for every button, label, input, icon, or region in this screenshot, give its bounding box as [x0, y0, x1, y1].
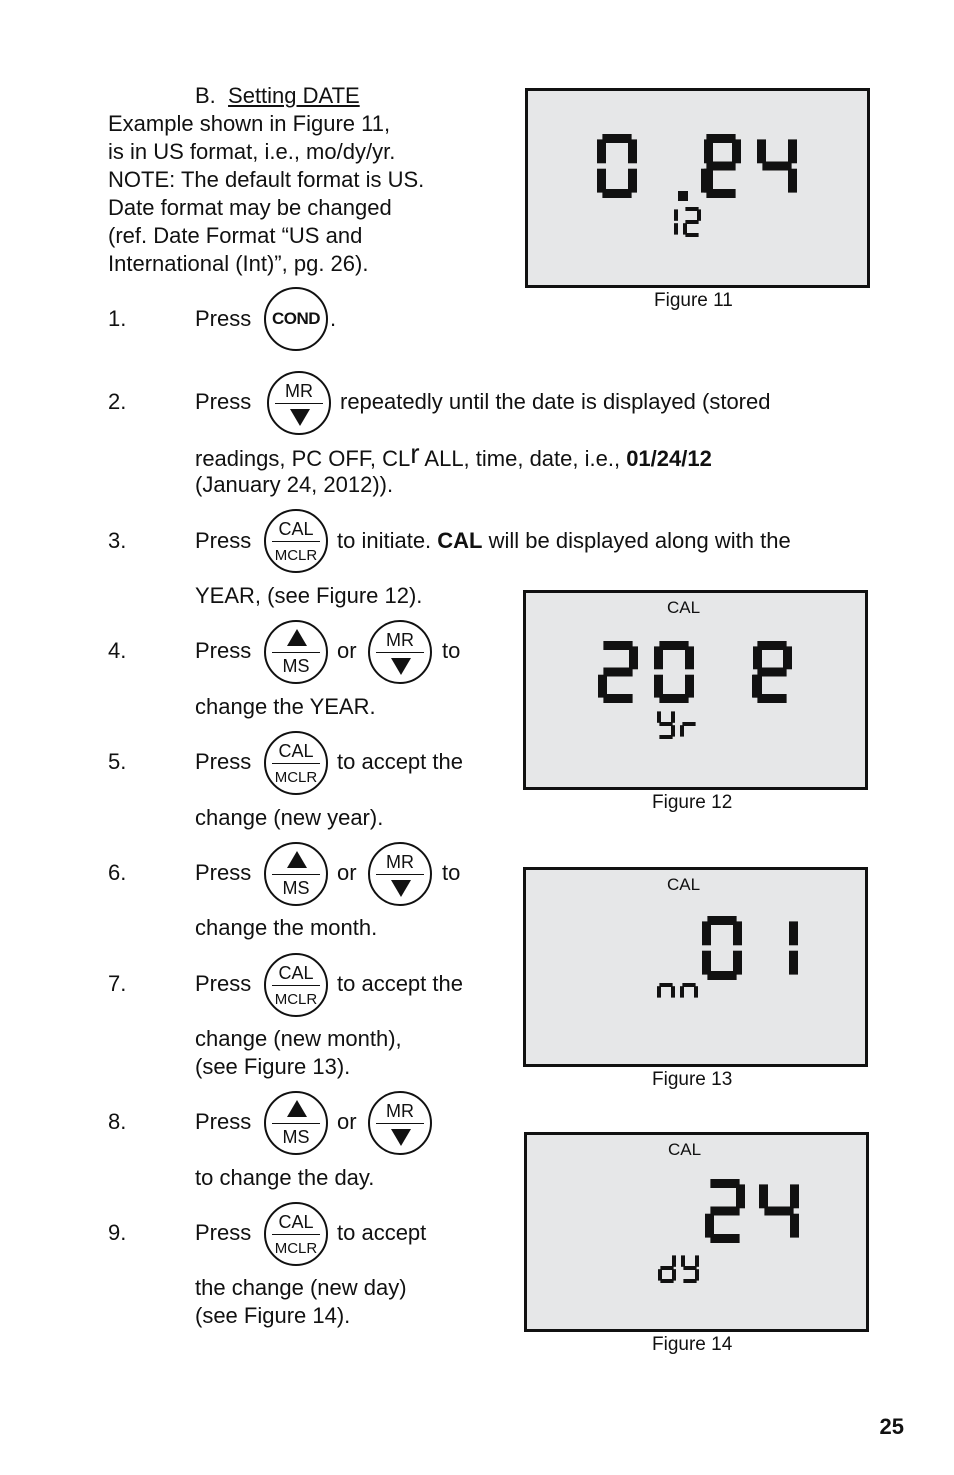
- lcd-segment: [790, 1184, 799, 1208]
- cal-mclr-button-icon: CAL MCLR: [264, 953, 328, 1017]
- step-7-line-2: change (new month),: [195, 1026, 402, 1051]
- step-2-after: repeatedly until the date is displayed (stored: [340, 389, 771, 414]
- step-2-number: 2.: [108, 389, 127, 414]
- step-5-line-2: change (new year).: [195, 805, 384, 830]
- lcd-sub-digit: [658, 1255, 676, 1283]
- lcd-segment: [757, 641, 786, 650]
- lcd-segment: [660, 1279, 673, 1283]
- lcd-digit: [597, 134, 637, 198]
- lcd-segment: [602, 134, 631, 143]
- lcd-sub-digit: [681, 1255, 699, 1283]
- ms-up-button-icon: [264, 620, 328, 684]
- mr-down-button-icon: MR: [368, 842, 432, 906]
- lcd-digit: [654, 641, 694, 703]
- lcd-segment: [659, 641, 688, 650]
- lcd-segment: [702, 921, 711, 945]
- lcd-display-figure-13: [523, 867, 868, 1067]
- intro-line-4: Date format may be changed: [108, 195, 392, 220]
- lcd-segment: [603, 668, 632, 677]
- lcd-segment: [695, 1269, 699, 1280]
- mr-label: MR: [285, 381, 313, 401]
- lcd-segment: [683, 1279, 696, 1283]
- lcd-segment: [598, 675, 607, 698]
- lcd-segment: [707, 916, 736, 925]
- ms-up-button-icon: MS: [264, 1091, 328, 1155]
- lcd-sub-digit: [674, 209, 678, 234]
- step-3-press: Press: [195, 528, 252, 553]
- lcd-segment: [702, 951, 711, 975]
- section-letter: B.: [195, 83, 216, 108]
- lcd-segment: [759, 1184, 768, 1208]
- step-4-or: or: [337, 638, 357, 663]
- lcd-segment: [659, 722, 672, 726]
- up-arrow-icon: [287, 629, 307, 646]
- step-8-number: 8.: [108, 1109, 127, 1134]
- lcd-segment: [762, 162, 791, 171]
- lcd-segment: [683, 1266, 696, 1270]
- lcd-readout: [528, 91, 867, 285]
- lcd-segment: [757, 694, 786, 703]
- lcd-segment: [628, 139, 637, 163]
- lcd-segment: [790, 1214, 799, 1238]
- lcd-segment: [685, 207, 698, 211]
- step-9-after: to accept: [337, 1220, 427, 1245]
- lcd-segment: [659, 983, 672, 987]
- figure-12-caption: Figure 12: [652, 792, 733, 813]
- step-2-line-2: readings, PC OFF, CLr ALL, time, date, i.e., 01/24/12: [195, 438, 712, 471]
- lcd-segment: [685, 220, 698, 224]
- step-1-press: Press: [195, 306, 252, 331]
- lcd-segment: [764, 1207, 793, 1216]
- step-7-press: Press: [195, 971, 252, 996]
- cal-mclr-button-icon: CAL MCLR: [264, 1202, 328, 1266]
- lcd-segment: [685, 233, 698, 237]
- lcd-segment: [683, 223, 687, 234]
- lcd-segment: [732, 139, 741, 163]
- lcd-digit: [789, 921, 798, 974]
- lcd-segment: [789, 921, 798, 945]
- lcd-sub-digit: [657, 983, 675, 998]
- step-2-press: Press: [195, 389, 252, 414]
- step-6-press: Press: [195, 860, 252, 885]
- step-4-number: 4.: [108, 638, 127, 663]
- step-3-after: to initiate. CAL will be displayed along with the: [337, 528, 791, 553]
- lcd-segment: [680, 725, 684, 736]
- step-9-number: 9.: [108, 1220, 127, 1245]
- lcd-segment: [695, 1255, 699, 1266]
- lcd-segment: [710, 1207, 739, 1216]
- lcd-readout: [527, 1135, 866, 1329]
- lcd-segment: [660, 1266, 673, 1270]
- cal-indicator: CAL: [667, 598, 701, 617]
- lcd-segment: [682, 983, 695, 987]
- lcd-segment: [706, 189, 735, 198]
- lcd-segment: [629, 646, 638, 669]
- lcd-digit: [598, 641, 638, 703]
- mr-down-button-icon: [267, 371, 331, 435]
- page-number: 25: [879, 1414, 904, 1439]
- lcd-segment: [674, 223, 678, 234]
- step-8-press: Press: [195, 1109, 252, 1134]
- ms-up-button-icon: MS: [264, 842, 328, 906]
- step-5-press: Press: [195, 749, 252, 774]
- lcd-display-figure-11: [525, 88, 870, 288]
- lcd-segment: [674, 209, 678, 220]
- step-3-line-2: YEAR, (see Figure 12).: [195, 583, 423, 608]
- lcd-segment: [788, 169, 797, 193]
- lcd-readout: [526, 593, 865, 787]
- intro-line-2: is in US format, i.e., mo/dy/yr.: [108, 139, 396, 164]
- step-1-number: 1.: [108, 306, 127, 331]
- lcd-segment: [736, 1184, 745, 1208]
- figure-14-caption: Figure 14: [652, 1334, 733, 1355]
- lcd-segment: [707, 971, 736, 980]
- lcd-segment: [659, 735, 672, 739]
- step-7-line-3: (see Figure 13).: [195, 1054, 351, 1079]
- step-9-line-3: (see Figure 14).: [195, 1303, 351, 1328]
- lcd-segment: [685, 646, 694, 669]
- lcd-digit: [759, 1184, 799, 1237]
- lcd-segment: [789, 951, 798, 975]
- lcd-segment: [710, 1234, 739, 1243]
- lcd-sub-digit: [683, 207, 701, 237]
- step-4-press: Press: [195, 638, 252, 663]
- step-8-or: or: [337, 1109, 357, 1134]
- up-arrow-icon: [287, 851, 307, 868]
- lcd-sub-digit: [680, 722, 696, 737]
- cal-indicator: CAL: [668, 1140, 702, 1159]
- lcd-segment: [788, 139, 797, 163]
- section-title: Setting DATE: [228, 83, 360, 108]
- lcd-segment: [706, 134, 735, 143]
- intro-line-1: Example shown in Figure 11,: [108, 111, 391, 136]
- lcd-sub-digit: [657, 711, 675, 739]
- lcd-segment: [657, 711, 661, 722]
- mr-down-button-icon: MR: [368, 1091, 432, 1155]
- lcd-segment: [657, 986, 661, 997]
- ms-label: MS: [282, 656, 310, 676]
- cal-mclr-button-icon: CAL MCLR: [264, 731, 328, 795]
- intro-line-3: NOTE: The default format is US.: [108, 167, 425, 192]
- lcd-segment: [681, 1255, 685, 1266]
- lcd-segment: [597, 169, 606, 193]
- lcd-segment: [654, 646, 663, 669]
- step-4-line-2: change the YEAR.: [195, 694, 376, 719]
- mr-down-button-icon: MR: [368, 620, 432, 684]
- lcd-segment: [671, 711, 675, 722]
- lcd-segment: [757, 668, 786, 677]
- step-7-after: to accept the: [337, 971, 463, 996]
- lcd-segment: [682, 722, 695, 726]
- lcd-segment: [602, 189, 631, 198]
- down-arrow-icon: [391, 1129, 411, 1146]
- lcd-segment: [659, 694, 688, 703]
- step-1-after: .: [330, 306, 337, 331]
- down-arrow-icon: [391, 880, 411, 897]
- step-6-or: or: [337, 860, 357, 885]
- cond-label: COND: [271, 309, 321, 328]
- lcd-segment: [783, 646, 792, 669]
- figure-13-caption: Figure 13: [652, 1069, 733, 1090]
- lcd-segment: [597, 139, 606, 163]
- lcd-segment: [603, 694, 632, 703]
- step-5-number: 5.: [108, 749, 127, 774]
- cond-button-icon: [264, 287, 328, 351]
- step-6-to: to: [442, 860, 461, 885]
- lcd-segment: [701, 169, 710, 193]
- lcd-segment: [694, 986, 698, 997]
- lcd-digit: [757, 139, 797, 192]
- lcd-segment: [757, 139, 766, 163]
- mclr-label: MCLR: [274, 547, 318, 564]
- lcd-segment: [680, 986, 684, 997]
- step-6-line-2: change the month.: [195, 915, 378, 940]
- lcd-segment: [705, 1214, 714, 1238]
- step-2-line-3: (January 24, 2012)).: [195, 472, 394, 497]
- up-arrow-icon: [287, 1100, 307, 1117]
- step-6-number: 6.: [108, 860, 127, 885]
- down-arrow-icon: [290, 409, 310, 426]
- step-8-line-2: to change the day.: [195, 1165, 375, 1190]
- cal-indicator: CAL: [667, 875, 701, 894]
- step-9-press: Press: [195, 1220, 252, 1245]
- lcd-segment: [603, 641, 632, 650]
- lcd-decimal-point: [678, 191, 688, 201]
- lcd-segment: [752, 675, 761, 698]
- intro-line-5: (ref. Date Format “US and: [108, 223, 363, 248]
- intro-line-6: International (Int)”, pg. 26).: [108, 251, 369, 276]
- lcd-digit: [702, 916, 742, 980]
- lcd-segment: [658, 1269, 662, 1280]
- lcd-readout: [526, 870, 865, 1064]
- figure-11-caption: Figure 11: [654, 290, 733, 311]
- step-3-number: 3.: [108, 528, 127, 553]
- lcd-segment: [672, 1255, 676, 1266]
- section-label: [195, 82, 360, 110]
- cal-label: CAL: [278, 519, 314, 539]
- lcd-segment: [671, 725, 675, 736]
- lcd-segment: [654, 675, 663, 698]
- step-5-after: to accept the: [337, 749, 463, 774]
- step-7-number: 7.: [108, 971, 127, 996]
- down-arrow-icon: [391, 658, 411, 675]
- lcd-segment: [710, 1179, 739, 1188]
- lcd-display-figure-14: [524, 1132, 869, 1332]
- lcd-segment: [672, 1269, 676, 1280]
- cal-mclr-button-icon: [264, 509, 328, 573]
- lcd-segment: [671, 986, 675, 997]
- lcd-digit: [705, 1179, 745, 1243]
- lcd-sub-digit: [680, 983, 698, 998]
- step-4-to: to: [442, 638, 461, 663]
- lcd-segment: [706, 162, 735, 171]
- lcd-segment: [697, 209, 701, 220]
- lcd-display-figure-12: [523, 590, 868, 790]
- step-9-line-2: the change (new day): [195, 1275, 407, 1300]
- lcd-segment: [733, 921, 742, 945]
